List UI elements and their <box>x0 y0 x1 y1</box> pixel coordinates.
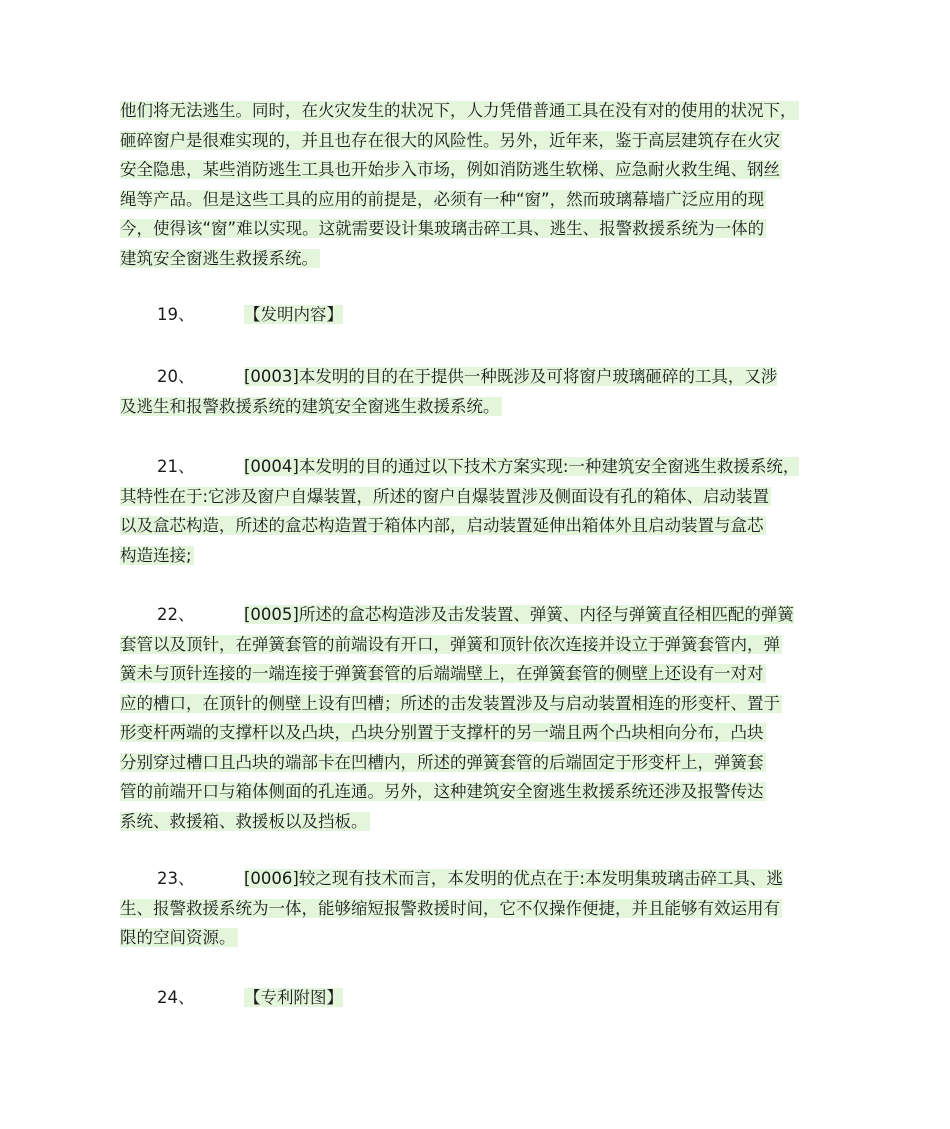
paragraph-21 <box>120 452 840 570</box>
paragraph-19 <box>120 300 840 330</box>
intro-paragraph <box>120 96 840 273</box>
paragraph-text: [0004]本发明的目的通过以下技术方案实现:一种建筑安全窗逃生救援系统， <box>244 457 800 476</box>
paragraph-text: [0005]所述的盒芯构造涉及击发装置、弹簧、内径与弹簧直径相匹配的弹簧 <box>244 605 794 624</box>
paragraph-head <box>120 300 840 330</box>
text-line: 应的槽口，在顶针的侧壁上设有凹槽；所述的击发装置涉及与启动装置相连的形变杆、置于 <box>120 693 780 713</box>
text-line: 建筑安全窗逃生救援系统。 <box>120 248 318 268</box>
paragraph-text: [0003]本发明的目的在于提供一种既涉及可将窗户玻璃砸碎的工具，又涉 <box>244 367 778 386</box>
text-line: 生、报警救援系统为一体，能够缩短报警救援时间，它不仅操作便捷，并且能够有效运用有 <box>120 898 780 918</box>
paragraph-head <box>120 983 840 1013</box>
section-heading: 【专利附图】 <box>244 988 343 1007</box>
text-line: 系统、救援箱、救援板以及挡板。 <box>120 811 368 831</box>
text-line: 今，使得该“窗”难以实现。这就需要设计集玻璃击碎工具、逃生、报警救援系统为一体的 <box>120 219 765 238</box>
text-line: 簧未与顶针连接的一端连接于弹簧套管的后端端壁上，在弹簧套管的侧壁上还设有一对对 <box>120 664 764 683</box>
text-line: 限的空间资源。 <box>120 928 236 947</box>
text-line: 及逃生和报警救援系统的建筑安全窗逃生救援系统。 <box>120 396 500 416</box>
paragraph-24 <box>120 983 840 1013</box>
paragraph-22 <box>120 600 840 836</box>
text-line: 其特性在于:它涉及窗户自爆装置，所述的窗户自爆装置涉及侧面设有孔的箱体、启动装置 <box>120 486 770 506</box>
paragraph-head <box>120 864 840 894</box>
text-line: 绳等产品。但是这些工具的应用的前提是，必须有一种“窗”，然而玻璃幕墙广泛应用的现 <box>120 189 765 209</box>
paragraph-number: 24、 <box>157 988 195 1007</box>
paragraph-number: 19、 <box>157 305 195 324</box>
paragraph-number: 21、 <box>157 457 195 476</box>
text-line: 他们将无法逃生。同时，在火灾发生的状况下，人力凭借普通工具在没有对的使用的状况下， <box>120 101 797 120</box>
paragraph-number: 20、 <box>157 367 195 386</box>
paragraph-number: 23、 <box>157 869 195 888</box>
paragraph-head <box>120 362 840 392</box>
text-line: 构造连接; <box>120 545 192 565</box>
text-line: 管的前端开口与箱体侧面的孔连通。另外，这种建筑安全窗逃生救援系统还涉及报警传达 <box>120 782 764 801</box>
paragraph-20 <box>120 362 840 421</box>
text-line: 形变杆两端的支撑杆以及凸块，凸块分别置于支撑杆的另一端且两个凸块相向分布，凸块 <box>120 723 764 742</box>
text-line: 砸碎窗户是很难实现的，并且也存在很大的风险性。另外，近年来，鉴于高层建筑存在火灾 <box>120 130 780 150</box>
section-heading: 【发明内容】 <box>244 305 343 324</box>
text-line: 以及盒芯构造，所述的盒芯构造置于箱体内部，启动装置延伸出箱体外且启动装置与盒芯 <box>120 516 764 535</box>
paragraph-23 <box>120 864 840 953</box>
text-line: 套管以及顶针，在弹簧套管的前端设有开口，弹簧和顶针依次连接并设立于弹簧套管内，弹 <box>120 634 780 654</box>
paragraph-head <box>120 600 840 630</box>
text-line: 分别穿过槽口且凸块的端部卡在凹槽内，所述的弹簧套管的后端固定于形变杆上，弹簧套 <box>120 752 764 772</box>
paragraph-number: 22、 <box>157 605 195 624</box>
paragraph-head <box>120 452 840 482</box>
text-line: 安全隐患，某些消防逃生工具也开始步入市场，例如消防逃生软梯、应急耐火救生绳、钢丝 <box>120 160 780 179</box>
paragraph-text: [0006]较之现有技术而言，本发明的优点在于:本发明集玻璃击碎工具、逃 <box>244 869 783 888</box>
